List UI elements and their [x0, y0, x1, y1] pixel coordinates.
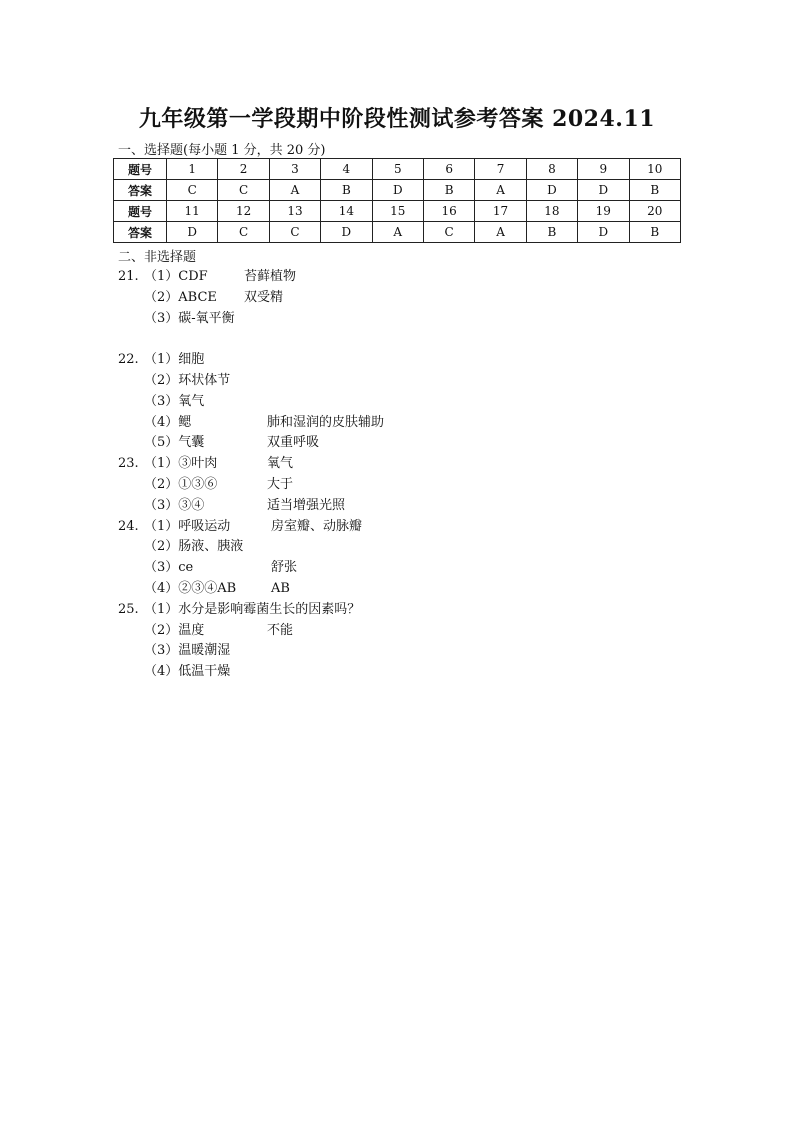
sub-answer-value: 房室瓣、动脉瓣	[271, 518, 363, 534]
question-number-cell: 19	[578, 201, 629, 222]
question-number-cell: 13	[269, 201, 320, 222]
answer-line	[118, 579, 718, 600]
sub-answer-label: （2）环状体节	[144, 372, 231, 388]
answer-cell: A	[372, 222, 423, 243]
answer-cell: A	[269, 180, 320, 201]
question-number-cell: 1	[167, 159, 218, 180]
sub-answer-label: （4）鳃	[144, 414, 192, 430]
answer-line	[118, 309, 718, 330]
answer-row	[114, 180, 681, 201]
question-number-cell: 17	[475, 201, 526, 222]
question-number: 23.	[118, 456, 139, 472]
answer-cell: D	[372, 180, 423, 201]
answer-cell: C	[218, 180, 269, 201]
sub-answer-value: 不能	[267, 622, 294, 638]
answer-line	[118, 267, 718, 288]
answer-cell: C	[167, 180, 218, 201]
answer-cell: D	[526, 180, 577, 201]
answer-line	[118, 558, 718, 579]
answer-line	[118, 433, 718, 454]
free-response-answers	[118, 267, 718, 683]
sub-answer-value: 双受精	[244, 289, 284, 305]
question-number-cell: 10	[629, 159, 680, 180]
spacer	[118, 329, 718, 350]
question-number-cell: 18	[526, 201, 577, 222]
sub-answer-label: （2）①③⑥	[144, 476, 218, 492]
sub-answer-value: 大于	[267, 476, 294, 492]
sub-answer-value: 氧气	[267, 456, 294, 472]
answer-cell: B	[321, 180, 372, 201]
sub-answer-label: （1）③叶肉	[144, 456, 218, 472]
question-number-cell: 12	[218, 201, 269, 222]
answer-cell: A	[475, 180, 526, 201]
row-label-answer: 答案	[114, 222, 167, 243]
sub-answer-label: （4）②③④AB	[144, 580, 237, 596]
row-label-question: 题号	[114, 201, 167, 222]
answer-cell: B	[629, 180, 680, 201]
question-number-cell: 16	[423, 201, 474, 222]
answer-line	[118, 621, 718, 642]
answer-line	[118, 662, 718, 683]
question-number-cell: 14	[321, 201, 372, 222]
question-number-row	[114, 201, 681, 222]
question-number: 25.	[118, 601, 139, 617]
sub-answer-label: （1）水分是影响霉菌生长的因素吗？	[144, 601, 361, 617]
answer-cell: D	[167, 222, 218, 243]
question-number-cell: 7	[475, 159, 526, 180]
answer-line	[118, 392, 718, 413]
answer-row	[114, 222, 681, 243]
answer-cell: D	[578, 180, 629, 201]
section-2-heading: 二、非选择题	[118, 250, 197, 265]
answer-cell: B	[629, 222, 680, 243]
question-number-cell: 20	[629, 201, 680, 222]
sub-answer-label: （3）ce	[144, 560, 194, 576]
question-number-cell: 6	[423, 159, 474, 180]
sub-answer-label: （4）低温干燥	[144, 664, 231, 680]
sub-answer-value: AB	[271, 580, 290, 596]
sub-answer-label: （3）温暖潮湿	[144, 643, 231, 659]
question-number-cell: 5	[372, 159, 423, 180]
sub-answer-label: （2）温度	[144, 622, 205, 638]
question-number: 24.	[118, 518, 139, 534]
question-number-cell: 9	[578, 159, 629, 180]
answer-cell: C	[218, 222, 269, 243]
sub-answer-label: （1）CDF	[144, 269, 208, 284]
sub-answer-label: （3）③④	[144, 497, 205, 513]
answer-line	[118, 371, 718, 392]
sub-answer-value: 适当增强光照	[267, 497, 346, 513]
answer-line	[118, 641, 718, 662]
answer-cell: D	[578, 222, 629, 243]
answer-line	[118, 517, 718, 538]
answer-cell: A	[475, 222, 526, 243]
question-number: 22.	[118, 352, 139, 368]
question-number-cell: 11	[167, 201, 218, 222]
answer-cell: D	[321, 222, 372, 243]
sub-answer-label: （5）气囊	[144, 435, 205, 451]
answer-cell: C	[423, 222, 474, 243]
sub-answer-label: （2）ABCE	[144, 289, 217, 305]
answer-line	[118, 600, 718, 621]
answer-cell: C	[269, 222, 320, 243]
question-number: 21.	[118, 269, 139, 284]
sub-answer-label: （2）肠液、胰液	[144, 539, 244, 555]
answer-line	[118, 413, 718, 434]
question-number-cell: 3	[269, 159, 320, 180]
question-number-row	[114, 159, 681, 180]
sub-answer-label: （3）碳-氧平衡	[144, 310, 235, 326]
row-label-answer: 答案	[114, 180, 167, 201]
question-number-cell: 2	[218, 159, 269, 180]
sub-answer-value: 苔藓植物	[244, 269, 297, 284]
section-1-heading: 一、选择题(每小题 1 分，共 20 分)	[118, 143, 326, 158]
answer-line	[118, 350, 718, 371]
answer-line	[118, 475, 718, 496]
question-number-cell: 8	[526, 159, 577, 180]
answer-line	[118, 496, 718, 517]
question-number-cell: 15	[372, 201, 423, 222]
answer-line	[118, 537, 718, 558]
sub-answer-value: 双重呼吸	[267, 435, 320, 451]
sub-answer-label: （3）氧气	[144, 393, 205, 409]
answer-line	[118, 288, 718, 309]
sub-answer-value: 舒张	[271, 560, 298, 576]
answer-line	[118, 454, 718, 475]
row-label-question: 题号	[114, 159, 167, 180]
sub-answer-label: （1）细胞	[144, 352, 205, 368]
sub-answer-value: 肺和湿润的皮肤辅助	[267, 414, 385, 430]
sub-answer-label: （1）呼吸运动	[144, 518, 231, 534]
page-title: 九年级第一学段期中阶段性测试参考答案 2024.11	[138, 106, 656, 132]
answer-table	[113, 158, 681, 243]
answer-cell: B	[423, 180, 474, 201]
answer-cell: B	[526, 222, 577, 243]
question-number-cell: 4	[321, 159, 372, 180]
